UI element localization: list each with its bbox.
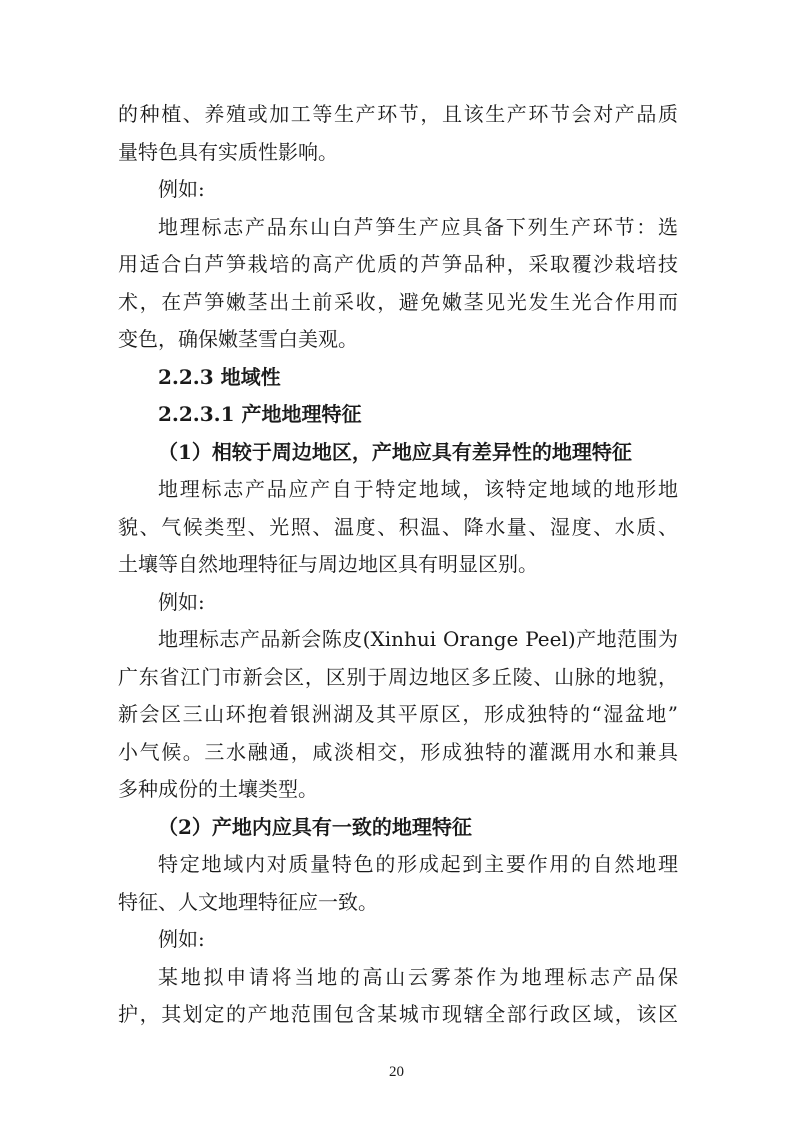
subsection-heading: 2.2.3.1 产地地理特征: [158, 402, 362, 426]
example-label: 例如:: [158, 589, 205, 614]
paragraph-line: 的种植、养殖或加工等生产环节，且该生产环节会对产品质: [118, 102, 678, 126]
example-label: 例如:: [158, 927, 205, 951]
example-label: 例如:: [158, 177, 205, 201]
paragraph-line: 用适合白芦笋栽培的高产优质的芦笋品种，采取覆沙栽培技: [118, 252, 678, 276]
paragraph-line: 貌、气候类型、光照、温度、积温、降水量、湿度、水质、: [118, 514, 678, 539]
paragraph-line: 护，其划定的产地范围包含某城市现辖全部行政区域，该区: [118, 1002, 678, 1026]
paragraph-line: 某地拟申请将当地的高山云雾茶作为地理标志产品保: [158, 964, 678, 989]
paragraph-line: 地理标志产品东山白芦笋生产应具备下列生产环节：选: [158, 214, 678, 239]
paragraph-line: 地理标志产品新会陈皮(Xinhui Orange Peel)产地范围为: [158, 627, 678, 651]
paragraph-line: 术，在芦笋嫩茎出土前采收，避免嫩茎见光发生光合作用而: [118, 289, 678, 314]
paragraph-line: 土壤等自然地理特征与周边地区具有明显区别。: [118, 552, 538, 576]
paragraph-line: 特定地域内对质量特色的形成起到主要作用的自然地理: [158, 852, 678, 876]
paragraph-line: 地理标志产品应产自于特定地域，该特定地域的地形地: [158, 477, 678, 501]
paragraph-line: 新会区三山环抱着银洲湖及其平原区，形成独特的“湿盆地”: [118, 702, 678, 726]
page-body: [118, 96, 678, 1034]
paragraph-line: 量特色具有实质性影响。: [118, 139, 338, 164]
item-heading: （1）相较于周边地区，产地应具有差异性的地理特征: [158, 439, 632, 464]
paragraph-line: 变色，确保嫩茎雪白美观。: [118, 327, 358, 351]
item-heading: （2）产地内应具有一致的地理特征: [158, 814, 472, 839]
paragraph-line: 多种成份的土壤类型。: [118, 777, 318, 801]
section-heading: 2.2.3 地域性: [158, 364, 281, 389]
page-number: 20: [389, 1064, 404, 1080]
paragraph-line: 广东省江门市新会区，区别于周边地区多丘陵、山脉的地貌，: [118, 664, 678, 689]
paragraph-line: 小气候。三水融通，咸淡相交，形成独特的灌溉用水和兼具: [118, 739, 678, 764]
paragraph-line: 特征、人文地理特征应一致。: [118, 889, 378, 914]
